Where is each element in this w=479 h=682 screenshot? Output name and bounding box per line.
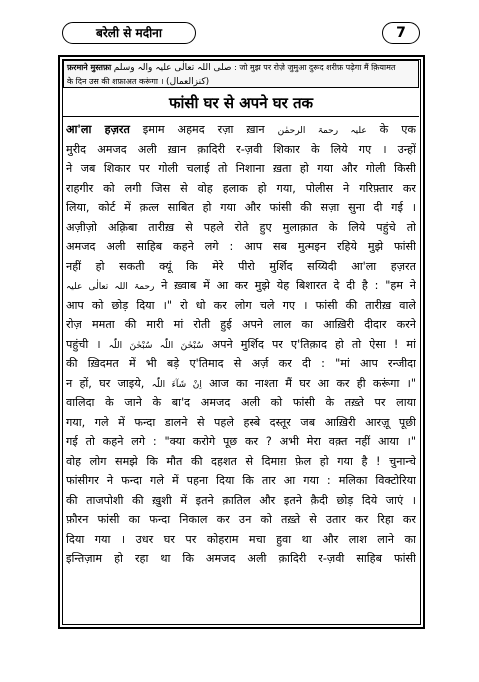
body-text-span: आज का नाश्ता मैं घर आ कर ही करूंगा ।" bbox=[201, 376, 416, 390]
body-text-span: की ताजपोशी की ख़ुशी में इतने क़ातिल और इतने क़ैदी छोड़ दिये जाएं । bbox=[66, 493, 416, 507]
hadith-quote-box bbox=[63, 60, 419, 88]
body-text-span: नहीं हो सकती क्यूं कि मेरे पीरो मुर्शिद सय्यिदी आ'ला हज़रत bbox=[66, 259, 416, 273]
quote-text-1: : जो मुझ पर रोज़े जुमुआ दुरूद शरीफ़ पढ़ेगा मैं क़ियामत bbox=[234, 63, 396, 72]
body-text-span: की ख़िदमत में भी बड़े ए'तिमाद से अर्ज़ कर दी : "मां आप रन्जीदा bbox=[66, 357, 416, 370]
body-text-span: अमजद अली साहिब कहने लगे : आप सब मुत्मइन रहिये मुझे फांसी bbox=[66, 240, 416, 253]
quote-salutation: صلی اللہ تعالٰی علیہ والہ وسلم bbox=[113, 63, 232, 73]
arabic-phrase: علیہ رحمۃ الرحمٰن bbox=[277, 126, 367, 136]
body-text-span: राहगीर को लगी जिस से वोह हलाक हो गया, पोलीस ने गरिफ़्तार कर bbox=[66, 181, 416, 195]
body-text-span: मुरीद अमजद अली ख़ान क़ादिरी र-ज़वी शिकार के लिये गए । उन्हों bbox=[66, 142, 416, 156]
body-line bbox=[66, 452, 416, 472]
body-text-span: रोज़ ममता की मारी मां रोती हुई अपने लाल का आख़िरी दीदार करने bbox=[66, 318, 416, 331]
body-text-span: आप को छोड़ दिया ।" रो धो कर लोग चले गए । फांसी की तारीख़ वाले bbox=[66, 298, 416, 312]
body-text-span: न हों, घर जाइये, bbox=[66, 376, 152, 390]
book-title-header: बरेली से मदीना bbox=[62, 22, 196, 44]
body-line bbox=[66, 198, 416, 218]
body-text-span: आ'ला हज़रत bbox=[66, 123, 130, 136]
body-text-span: अज़ीज़ो अक़्रिबा तारीख़ से पहले रोते हुए मुलाक़ात के लिये पहुंचे तो bbox=[66, 220, 416, 234]
body-text-span: इमाम अहमद रज़ा ख़ान bbox=[129, 123, 278, 136]
body-line bbox=[66, 179, 416, 199]
body-line bbox=[66, 120, 416, 140]
page-number: 7 bbox=[382, 22, 420, 44]
quote-text-2: के दिन उस की शफ़ाअत करूंगा । bbox=[67, 77, 164, 86]
title-divider bbox=[63, 116, 419, 117]
body-line bbox=[66, 354, 416, 374]
body-text-span: गया, गले में फन्दा डालने से पहले हस्बे दस्तूर जब आख़िरी आरज़ू पूछी bbox=[66, 415, 416, 429]
body-line bbox=[66, 140, 416, 160]
quote-line-2 bbox=[67, 75, 415, 88]
body-line bbox=[66, 471, 416, 491]
body-text-span: अपने मुर्शिद पर ए'तिक़ाद हो तो ऐसा ! मां bbox=[203, 337, 416, 351]
body-text-span: के एक bbox=[366, 123, 416, 136]
body-line bbox=[66, 335, 416, 355]
arabic-phrase: اِنْ شَآءَ اللّٰہ bbox=[151, 379, 202, 390]
body-line bbox=[66, 413, 416, 433]
article-title: फांसी घर से अपने घर तक bbox=[168, 94, 314, 112]
body-line bbox=[66, 257, 416, 277]
body-text-span: ने जब शिकार पर गोली चलाई तो निशाना ख़ता हो गया और गोली किसी bbox=[66, 162, 416, 175]
quote-source: (کنزالعمال) bbox=[166, 77, 210, 87]
body-line bbox=[66, 276, 416, 296]
body-line bbox=[66, 237, 416, 257]
body-line bbox=[66, 510, 416, 530]
body-text-span: वालिदा के जाने के बा'द अमजद अली को फांसी के तख़्ते पर लाया bbox=[66, 396, 416, 409]
body-line bbox=[66, 218, 416, 238]
arabic-phrase: سُبْحٰنَ اللّٰہ سُبْحٰنَ اللّٰہ bbox=[108, 340, 204, 351]
body-line bbox=[66, 393, 416, 413]
body-line bbox=[66, 296, 416, 316]
article-body bbox=[66, 120, 416, 569]
body-text-span: फ़ौरन फांसी का फन्दा निकाल कर उन को तख़्ते से उतार कर रिहा कर bbox=[66, 513, 416, 526]
body-text-span: फांसीगर ने फन्दा गले में पहना दिया कि तार आ गया : मलिका विक्टोरिया bbox=[66, 474, 416, 487]
body-line bbox=[66, 549, 416, 569]
body-text-span: गई तो कहने लगे : "क्या करोगे पूछ कर ? अभी मेरा वक़्त नहीं आया ।" bbox=[66, 435, 416, 448]
body-text-span: इन्तिज़ाम हो रहा था कि अमजद अली क़ादिरी र-ज़वी साहिब फांसी bbox=[66, 552, 416, 565]
arabic-phrase: رحمۃ اللہ تعالٰی علیہ bbox=[66, 282, 155, 292]
body-line bbox=[66, 432, 416, 452]
body-line bbox=[66, 315, 416, 335]
body-text-span: वोह लोग समझे कि मौत की दहशत से दिमाग़ फ़ेल हो गया है ! चुनान्चे bbox=[66, 454, 416, 468]
quote-label: फ़रमाने मुस्तफ़ा bbox=[67, 63, 112, 72]
body-line bbox=[66, 159, 416, 179]
body-line bbox=[66, 491, 416, 511]
body-line bbox=[66, 374, 416, 394]
quote-line-1 bbox=[67, 61, 415, 75]
body-text-span: लिया, कोर्ट में क़त्ल साबित हो गया और फांसी की सज़ा सुना दी गई । bbox=[66, 201, 416, 214]
body-text-span: दिया गया । उधर घर पर कोहराम मचा हुवा था और लाश लाने का bbox=[66, 532, 416, 546]
body-text-span: पहुंची । bbox=[66, 337, 109, 351]
body-text-span: ने ख़्वाब में आ कर मुझे येह बिशारत दे दी है : "हम ने bbox=[154, 279, 416, 292]
body-line bbox=[66, 530, 416, 550]
